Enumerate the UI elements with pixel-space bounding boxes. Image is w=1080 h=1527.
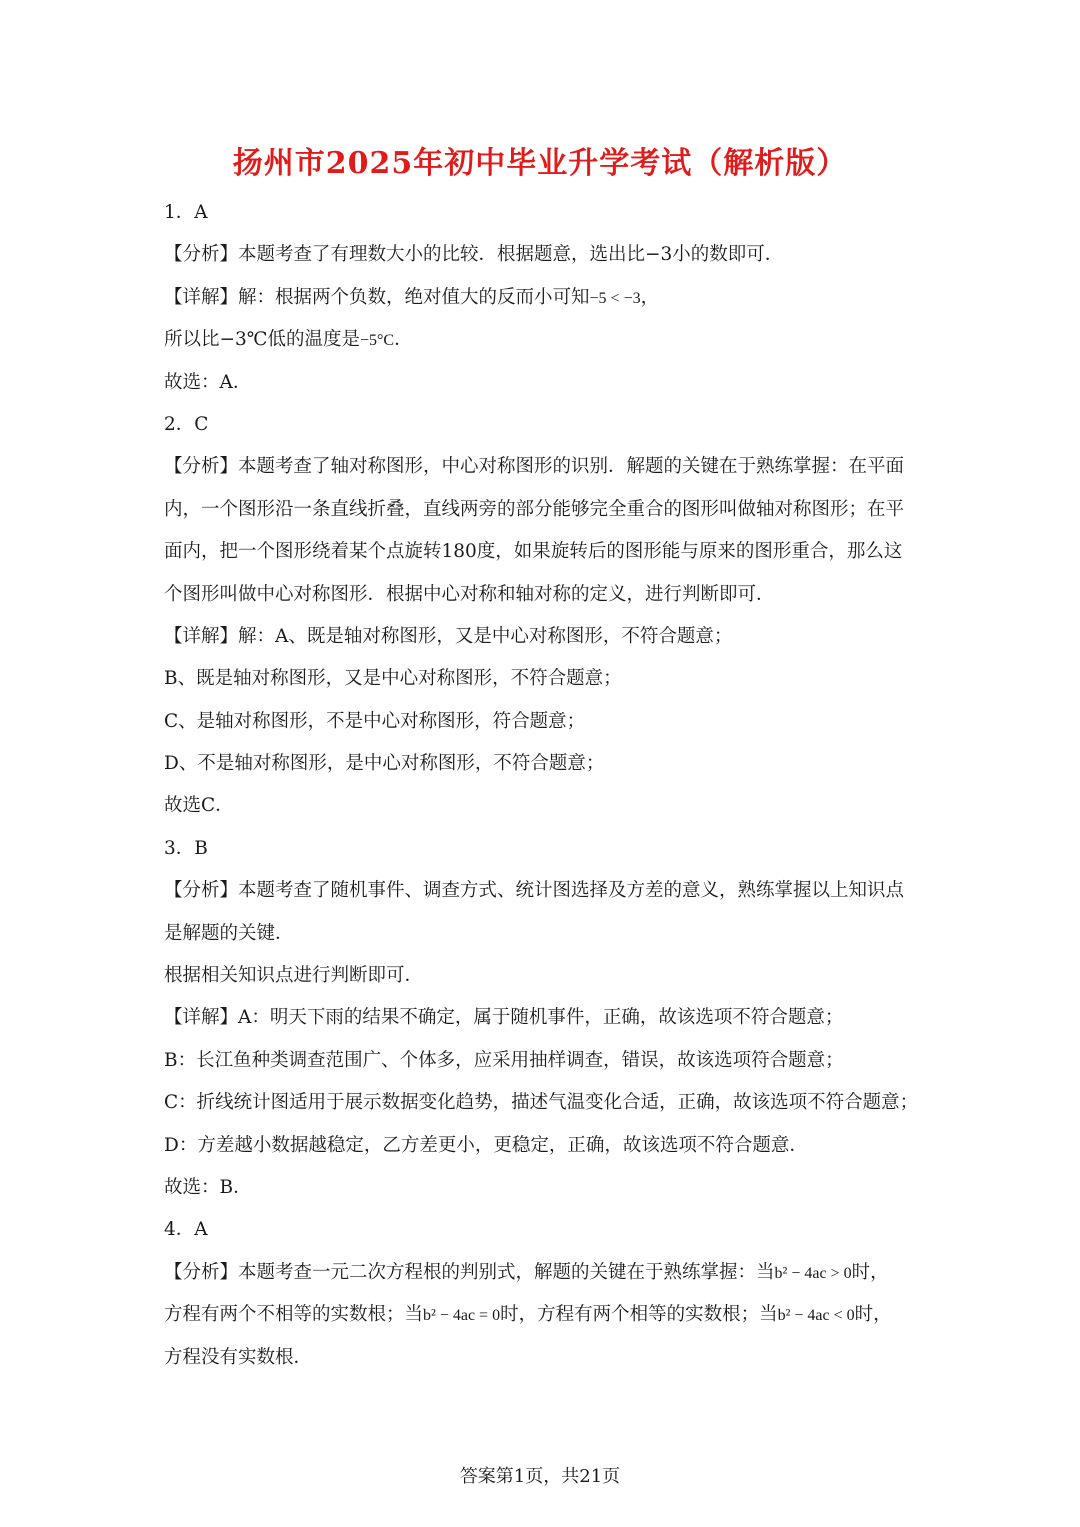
q3-answer: 3．B [164,837,208,859]
q4-analysis-line-1 [164,1252,924,1294]
q3-detail-c: C：折线统计图适用于展示数据变化趋势，描述气温变化合适，正确，故该选项不符合题意； [164,1092,919,1114]
q4-analysis-text: 【分析】本题考查一元二次方程根的判别式，解题的关键在于熟练掌握：当 [164,1261,775,1283]
q4-analysis-line-2 [164,1294,924,1336]
q2-detail-c: C、是轴对称图形，不是中心对称图形，符合题意； [164,710,586,732]
q2-detail-d: D、不是轴对称图形，是中心对称图形，不符合题意； [164,753,605,775]
q4-text-a: 方程有两个不相等的实数根；当 [164,1304,424,1326]
q3-detail-b: B：长江鱼种类调查范围广、个体多，应采用抽样调查，错误，故该选项符合题意； [164,1049,844,1071]
q1-temp-suffix: ． [394,329,413,351]
q2-analysis-line-2: 内，一个图形沿一条直线折叠，直线两旁的部分能够完全重合的图形叫做轴对称图形；在平 [164,498,905,520]
q4-text-c: 时， [854,1304,892,1326]
q1-detail-text: 【详解】解：根据两个负数，绝对值大的反而小可知 [164,286,590,308]
q2-analysis-line-1: 【分析】本题考查了轴对称图形，中心对称图形的识别．解题的关键在于熟练掌握：在平面 [164,456,905,478]
q4-expr-gt: b² − 4ac > 0 [774,1264,852,1282]
q2-analysis-line-4: 个图形叫做中心对称图形．根据中心对称和轴对称的定义，进行判断即可． [164,583,775,605]
q4-answer: 4．A [164,1219,208,1241]
q2-detail-b: B、既是轴对称图形，又是中心对称图形，不符合题意； [164,668,622,690]
q3-detail-d: D：方差越小数据越稳定，乙方差更小，更稳定，正确，故该选项不符合题意． [164,1134,808,1156]
q2-analysis-line-3: 面内，把一个图形绕着某个点旋转180度，如果旋转后的图形能与原来的图形重合，那么这 [164,541,903,563]
q1-temperature [164,319,924,361]
q2-answer: 2．C [164,413,209,435]
answer-content [164,192,924,1379]
page-footer: 答案第1页，共21页 [459,1466,621,1487]
q4-analysis-suffix: 时， [851,1261,889,1283]
q4-expr-eq: b² − 4ac = 0 [423,1307,501,1325]
document-title: 扬州市2025年初中毕业升学考试（解析版） [232,146,848,181]
q3-detail-a: 【详解】A：明天下雨的结果不确定，属于随机事件，正确，故该选项不符合题意； [164,1007,844,1029]
q2-choice: 故选C． [164,795,234,817]
q1-temp-text: 所以比−3℃低的温度是 [164,329,360,351]
q3-choice: 故选：B． [164,1176,252,1198]
q3-analysis-line-1: 【分析】本题考查了随机事件、调查方式、统计图选择及方差的意义，熟练掌握以上知识点 [164,880,905,902]
q4-expr-lt: b² − 4ac < 0 [777,1307,855,1325]
q1-detail [164,277,924,319]
q4-text-b: 时，方程有两个相等的实数根；当 [500,1304,778,1326]
q1-answer: 1．A [164,202,208,223]
q1-choice: 故选：A． [164,371,252,393]
q2-detail-a: 【详解】解：A、既是轴对称图形，又是中心对称图形，不符合题意； [164,625,733,647]
q3-analysis-line-3: 根据相关知识点进行判断即可． [164,965,424,987]
q1-detail-suffix: ， [640,286,660,308]
q1-analysis: 【分析】本题考查了有理数大小的比较．根据题意，选出比−3小的数即可． [164,244,784,266]
q1-temp-math: −5°C [359,332,395,350]
q4-analysis-line-3: 方程没有实数根． [164,1346,313,1368]
q3-analysis-line-2: 是解题的关键． [164,922,294,944]
q1-detail-math: −5 < −3 [589,289,641,307]
